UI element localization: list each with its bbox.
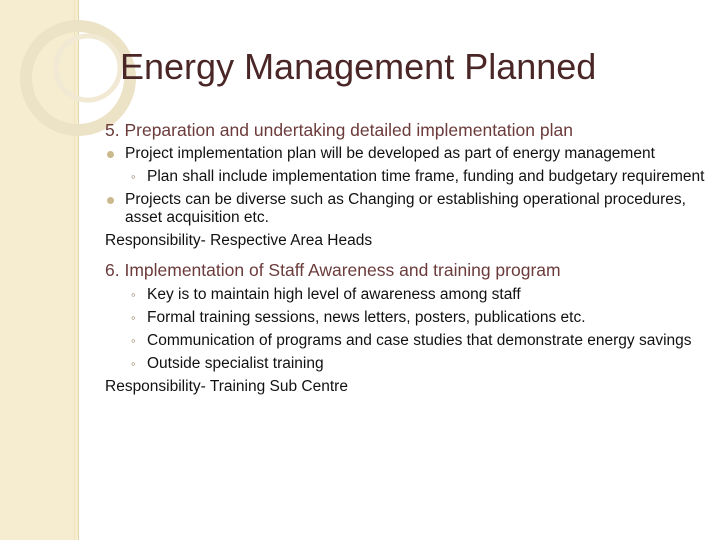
- slide-title: Energy Management Planned: [120, 46, 597, 87]
- decorative-side-panel: [0, 0, 79, 540]
- sub-bullet-item: [105, 355, 705, 373]
- sub-bullet-text: Outside specialist training: [147, 355, 324, 372]
- responsibility-line: Responsibility- Respective Area Heads: [105, 232, 373, 249]
- sub-bullet-item: [105, 286, 705, 304]
- sub-bullet-marker: ◦: [131, 310, 136, 325]
- sub-bullet-marker: ◦: [131, 169, 136, 184]
- bullet-text: Project implementation plan will be developed as part of energy management: [125, 145, 655, 162]
- sub-bullet-item: [105, 168, 705, 186]
- responsibility-line: Responsibility- Training Sub Centre: [105, 378, 348, 395]
- sub-bullet-item: [105, 309, 705, 327]
- bullet-item: [105, 145, 705, 163]
- bullet-item: [105, 191, 705, 227]
- bullet-marker: [107, 151, 114, 158]
- sub-bullet-marker: ◦: [131, 287, 136, 302]
- section-heading-staff-awareness: 6. Implementation of Staff Awareness and training program: [105, 260, 561, 280]
- slide-content: [105, 118, 705, 404]
- section-heading-implementation-plan: 5. Preparation and undertaking detailed implementation plan: [105, 120, 573, 140]
- sub-bullet-text: Key is to maintain high level of awareness among staff: [147, 286, 521, 303]
- sub-bullet-text: Formal training sessions, news letters, posters, publications etc.: [147, 309, 586, 326]
- sub-bullet-text: Plan shall include implementation time frame, funding and budgetary requirement: [147, 168, 705, 185]
- sub-bullet-item: [105, 332, 705, 350]
- sub-bullet-text: Communication of programs and case studies that demonstrate energy savings: [147, 332, 692, 349]
- sub-bullet-marker: ◦: [131, 356, 136, 371]
- sub-bullet-marker: ◦: [131, 333, 136, 348]
- bullet-marker: [107, 197, 114, 204]
- bullet-text: Projects can be diverse such as Changing or establishing operational procedures, asset acquisition etc.: [125, 191, 686, 226]
